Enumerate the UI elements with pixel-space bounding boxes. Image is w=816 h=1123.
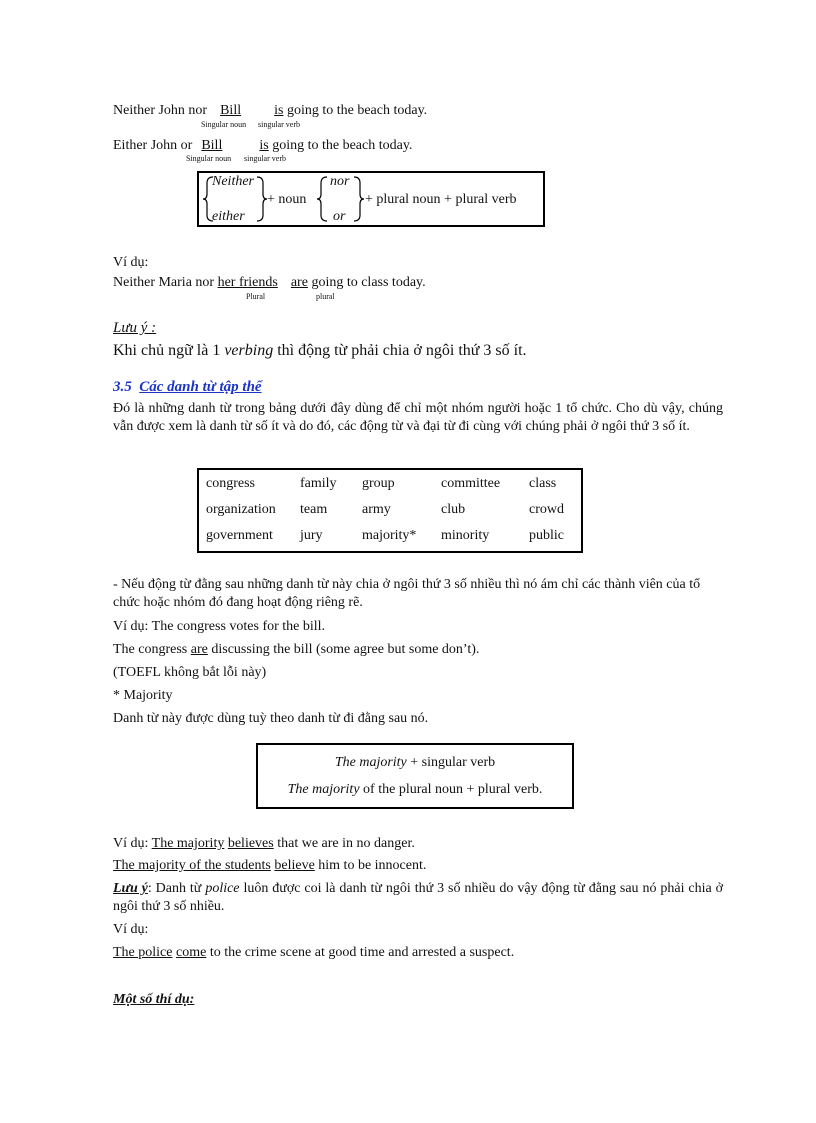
toefl-note: (TOEFL không bắt lỗi này) xyxy=(113,665,267,680)
table-cell: committee xyxy=(441,476,501,491)
sentence-text: to the crime scene at good time and arrested a suspect. xyxy=(209,945,515,960)
table-cell: congress xyxy=(206,476,255,491)
note-text-part: Khi chủ ngữ là 1 xyxy=(113,342,221,359)
noun-annotation: Singular noun xyxy=(201,120,247,129)
formula-word-either: either xyxy=(212,209,245,224)
sentence-text: discussing the bill (some agree but some don’t). xyxy=(211,642,480,657)
note-text-part: thì động từ phải chia ở ngôi thứ 3 số ít. xyxy=(277,342,527,359)
majority-formula-box xyxy=(256,743,574,809)
subject-noun: The police xyxy=(113,945,173,960)
section-title: Các danh từ tập thể xyxy=(139,379,262,395)
sentence-text: Neither John nor xyxy=(113,103,208,118)
example-congress-votes: Ví dụ: The congress votes for the bill. xyxy=(113,619,326,634)
sentence-text: Either John or xyxy=(113,138,193,153)
left-brace-icon xyxy=(315,175,329,223)
verb: believe xyxy=(274,858,315,873)
subject-noun: The majority xyxy=(151,836,225,851)
table-cell: group xyxy=(362,476,395,491)
example-majority-students xyxy=(113,857,426,875)
intro-paragraph: Đó là những danh từ trong bảng dưới đây dùng để chỉ một nhóm người hoặc 1 tổ chức. Cho dù vậy, chúng vẫn được xem là danh từ số ít và do đó, các động từ và đại từ đi cùng với chúng phải ở ngôi thứ 3 số ít. xyxy=(113,401,723,434)
table-cell: majority* xyxy=(362,528,417,543)
example-congress-are xyxy=(113,641,479,659)
example-label-2: Ví dụ: xyxy=(113,922,149,937)
noun-annotation: Singular noun xyxy=(186,154,232,163)
table-cell: family xyxy=(300,476,337,491)
example-majority-believes xyxy=(113,835,415,853)
sentence-text: that we are in no danger. xyxy=(277,836,415,851)
table-cell: jury xyxy=(300,528,323,543)
note-text-part: luôn được coi là danh từ ngôi thứ 3 số nhiều do vậy động từ đằng sau nó phải chia ở ngôi thứ 3 số nhiều. xyxy=(113,881,724,914)
verb: believes xyxy=(227,836,274,851)
table-row xyxy=(206,471,579,497)
verb: is xyxy=(259,138,269,153)
table-cell: minority xyxy=(441,528,490,543)
more-examples-heading: Một số thí dụ: xyxy=(113,992,195,1007)
formula-word-or: or xyxy=(333,209,346,224)
subject-noun: Bill xyxy=(201,138,223,153)
sentence-text: going to class today. xyxy=(311,275,426,290)
verb: are xyxy=(190,642,208,657)
verb: are xyxy=(290,275,308,290)
plural-paragraph: - Nếu động từ đằng sau những danh từ này chia ở ngôi thứ 3 số nhiều thì nó ám chỉ các thành viên của tổ chức hoặc nhóm đó đang hoạt động riêng rẽ. xyxy=(113,577,701,610)
example-sentence-1 xyxy=(113,103,427,119)
majority-plural-rule xyxy=(258,782,572,798)
subject-noun: Bill xyxy=(220,103,242,118)
majority-label: * Majority xyxy=(113,688,173,703)
formula-tail: + plural noun + plural verb xyxy=(365,192,517,207)
verb: is xyxy=(274,103,284,118)
note-text-part: : Danh từ xyxy=(147,881,202,896)
subject-noun: The majority of the students xyxy=(113,858,271,873)
police-note xyxy=(113,880,723,916)
table-row xyxy=(206,497,579,523)
table-cell: government xyxy=(206,528,273,543)
sentence-text: going to the beach today. xyxy=(272,138,413,153)
formula-word-nor: nor xyxy=(330,174,350,189)
noun-table xyxy=(206,471,579,549)
formula-term: The majority xyxy=(334,755,407,770)
verb-annotation: plural xyxy=(316,292,335,301)
note-text xyxy=(113,341,527,361)
verb: come xyxy=(175,945,207,960)
sentence-text: going to the beach today. xyxy=(286,103,428,118)
section-number: 3.5 xyxy=(113,379,132,395)
formula-plus-noun: + noun xyxy=(267,192,307,207)
example-sentence-3 xyxy=(113,275,426,291)
sentence-text: Neither Maria nor xyxy=(113,275,215,290)
sentence-text: The congress xyxy=(113,642,188,657)
example-label: Ví dụ: xyxy=(113,836,149,851)
table-cell: club xyxy=(441,502,466,517)
table-cell: organization xyxy=(206,502,276,517)
table-cell: army xyxy=(362,502,391,517)
note-italic-term: police xyxy=(205,881,240,896)
formula-word-neither: Neither xyxy=(212,174,254,189)
majority-description: Danh từ này được dùng tuỳ theo danh từ đi đằng sau nó. xyxy=(113,711,429,726)
example-police xyxy=(113,944,514,962)
right-brace-icon xyxy=(352,175,366,223)
table-cell: class xyxy=(529,476,557,491)
section-heading xyxy=(113,378,262,396)
formula-text: of the plural noun + plural verb. xyxy=(363,782,543,797)
verb-annotation: singular verb xyxy=(244,154,286,163)
sentence-text: him to be innocent. xyxy=(318,858,427,873)
example-sentence-2 xyxy=(113,138,412,154)
formula-box xyxy=(197,171,545,227)
table-cell: team xyxy=(300,502,328,517)
note-label: Lưu ý xyxy=(113,881,148,896)
formula-term: The majority xyxy=(287,782,360,797)
formula-text: + singular verb xyxy=(410,755,496,770)
table-row xyxy=(206,523,579,549)
collective-nouns-table xyxy=(197,468,583,553)
subject-noun: her friends xyxy=(217,275,278,290)
example-label: Ví dụ: xyxy=(113,255,149,270)
verb-annotation: singular verb xyxy=(258,120,300,129)
majority-singular-rule xyxy=(258,755,572,771)
table-cell: public xyxy=(529,528,564,543)
note-italic-term: verbing xyxy=(224,342,274,359)
note-label: Lưu ý : xyxy=(113,320,157,336)
noun-annotation: Plural xyxy=(246,292,266,301)
table-cell: crowd xyxy=(529,502,564,517)
